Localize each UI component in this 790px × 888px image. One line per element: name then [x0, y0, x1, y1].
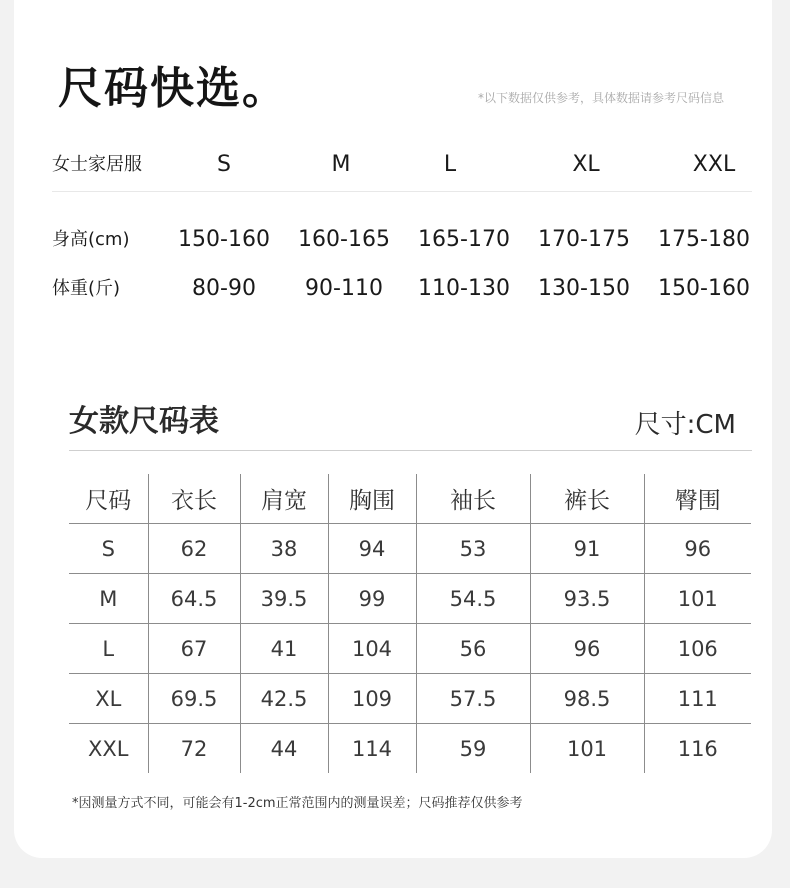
height-xxl: 175-180 [658, 227, 750, 252]
size-m-header: M [331, 152, 351, 177]
weight-xl: 130-150 [538, 276, 630, 301]
quick-select-header-row [52, 150, 762, 180]
height-l: 165-170 [418, 227, 510, 252]
table-cell: 111 [644, 674, 751, 724]
table-cell: XXL [88, 736, 129, 761]
size-xxl-header: XXL [692, 152, 736, 177]
column-header-hip: 臀围 [644, 474, 751, 524]
table-cell: 42.5 [240, 674, 328, 724]
table-row [69, 674, 751, 724]
weight-label: 体重(斤) [52, 278, 121, 299]
reference-note: *以下数据仅供参考，具体数据请参考尺码信息 [477, 91, 724, 105]
category-label: 女士家居服 [52, 154, 142, 175]
weight-m: 90-110 [305, 276, 383, 301]
table-cell: S [69, 524, 148, 574]
table-cell: 93.5 [530, 574, 644, 624]
size-chart-divider [69, 450, 752, 451]
table-cell: 67 [148, 624, 240, 674]
size-chart-title: 女款尺码表 [69, 404, 219, 439]
size-s-header: S [217, 152, 231, 177]
footnote: *因测量方式不同，可能会有1-2cm正常范围内的测量误差；尺码推荐仅供参考 [72, 796, 523, 811]
weight-row [52, 274, 762, 304]
table-cell: 53 [416, 524, 530, 574]
quick-select-title: 尺码快选。 [58, 63, 288, 114]
table-cell: M [69, 574, 148, 624]
table-cell: 109 [328, 674, 416, 724]
size-xl-header: XL [572, 152, 600, 177]
table-cell: 101 [530, 724, 644, 774]
size-l-header: L [443, 152, 457, 177]
table-cell: 104 [328, 624, 416, 674]
column-header-length: 衣长 [148, 474, 240, 524]
table-cell: 54.5 [416, 574, 530, 624]
column-header-size: 尺码 [69, 474, 148, 524]
column-header-sleeve: 袖长 [416, 474, 530, 524]
table-cell: 91 [530, 524, 644, 574]
weight-xxl: 150-160 [658, 276, 750, 301]
table-cell: 96 [644, 524, 751, 574]
table-cell: 94 [328, 524, 416, 574]
table-cell: 99 [328, 574, 416, 624]
table-cell: 69.5 [148, 674, 240, 724]
column-header-pants-length: 裤长 [530, 474, 644, 524]
table-cell: 72 [148, 724, 240, 774]
table-cell: 114 [328, 724, 416, 774]
table-cell: 101 [644, 574, 751, 624]
height-label: 身高(cm) [52, 229, 130, 250]
quick-select-divider [52, 191, 752, 192]
table-row [69, 574, 751, 624]
table-cell: 56 [416, 624, 530, 674]
table-header-row [69, 474, 751, 524]
table-cell: 64.5 [148, 574, 240, 624]
height-s: 150-160 [178, 227, 270, 252]
table-cell: 39.5 [240, 574, 328, 624]
table-cell: XL [69, 674, 148, 724]
table-cell: 96 [530, 624, 644, 674]
table-row [69, 724, 751, 774]
size-chart-table [69, 474, 751, 773]
table-cell: 116 [644, 724, 751, 774]
weight-s: 80-90 [192, 276, 256, 301]
table-cell: 41 [240, 624, 328, 674]
table-cell: 57.5 [416, 674, 530, 724]
table-row [69, 524, 751, 574]
height-xl: 170-175 [538, 227, 630, 252]
table-cell: 59 [416, 724, 530, 774]
column-header-shoulder: 肩宽 [240, 474, 328, 524]
table-cell: 38 [240, 524, 328, 574]
table-cell: 106 [644, 624, 751, 674]
size-guide-card [14, 0, 772, 858]
height-m: 160-165 [298, 227, 390, 252]
weight-l: 110-130 [418, 276, 510, 301]
height-row [52, 225, 762, 255]
table-row [69, 624, 751, 674]
table-cell: L [69, 624, 148, 674]
column-header-chest: 胸围 [328, 474, 416, 524]
table-cell: 98.5 [530, 674, 644, 724]
unit-label: 尺寸:CM [634, 410, 736, 440]
table-cell: 44 [240, 724, 328, 774]
table-cell: 62 [148, 524, 240, 574]
